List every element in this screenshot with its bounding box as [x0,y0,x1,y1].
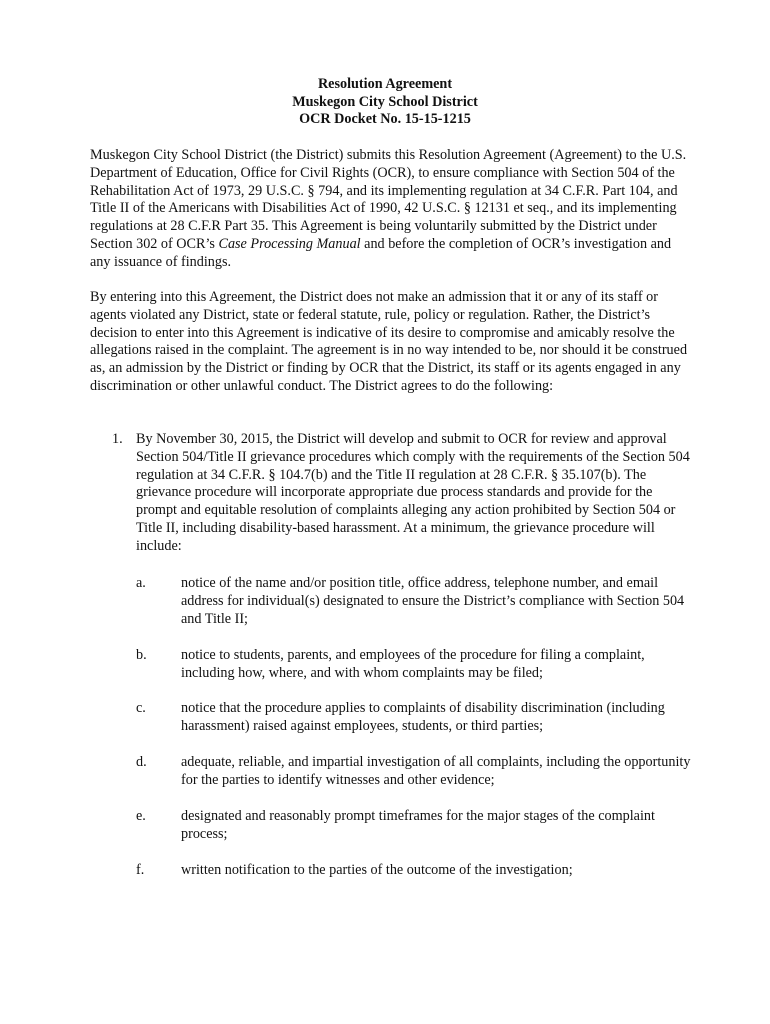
sub-item-letter: a. [136,575,146,591]
sub-item-letter: c. [136,700,146,716]
intro-text-part1: Muskegon City School District (the District) submits this Resolution Agreement (Agreement) to the U.S. Department of Education, Office for Civil Rights (OCR), to ensure compliance with Section 504 of the Rehabilitation Act of 1973, 29 U.S.C. § 794, and its implementing regulation at 34 C.F.R. Part 104, and Title II of the Americans with Disabilities Act of 1990, 42 U.S.C. § 12131 et seq., and its implementing regulations at 28 C.F.R Part 35. This Agreement is being voluntarily submitted by the District under Section 302 of OCR’s [90,147,687,252]
sub-item-letter: f. [136,862,145,878]
sub-item-text: notice to students, parents, and employees of the procedure for filing a complaint, including how, where, and with whom complaints may be filed; [181,647,645,681]
case-processing-manual-title: Case Processing Manual [218,235,361,252]
admission-paragraph: By entering into this Agreement, the District does not make an admission that it or any of its staff or agents violated any District, state or federal statute, rule, policy or regulation. Rather, the District’s decision to enter into this Agreement is indicative of its desire to compromise and amicably resolve the allegations raised in the complaint. The agreement is in no way intended to be, nor should it be construed as, an admission by the District or finding by OCR that the District, its staff or its agents engaged in any discrimination or other unlawful conduct. The District agrees to do the following: [90,289,688,394]
sub-item-text: notice that the procedure applies to complaints of disability discrimination (including harassment) raised against employees, students, or third parties; [181,700,665,734]
sub-item-letter: d. [136,754,147,770]
sub-item-text: adequate, reliable, and impartial investigation of all complaints, including the opportunity for the parties to identify witnesses and other evidence; [181,754,691,788]
document-header [0,76,770,129]
intro-text-part2: and before the completion of OCR’s investigation and any issuance of findings. [90,235,672,270]
sub-item-letter: b. [136,647,147,663]
docket-number: OCR Docket No. 15-15-1215 [299,111,471,127]
sub-item-letter: e. [136,808,146,824]
document-title: Resolution Agreement [317,76,453,92]
sub-item-text: written notification to the parties of the outcome of the investigation; [181,862,573,878]
district-name: Muskegon City School District [292,93,478,110]
list-item-text: By November 30, 2015, the District will develop and submit to OCR for review and approval Section 504/Title II grievance procedures which comply with the requirements of the Section 504 regulation at 34 C.F.R. § 104.7(b) and the Title II regulation at 28 C.F.R. § 35.107(b). The grievance procedure will incorporate appropriate due process standards and provide for the prompt and equitable resolution of complaints alleging any action prohibited by Section 504 or Title II, including disability-based harassment. At a minimum, the grievance procedure will include: [136,431,690,554]
sub-item-text: designated and reasonably prompt timeframes for the major stages of the complaint process; [181,808,655,842]
sub-item-text: notice of the name and/or position title, office address, telephone number, and email address for individual(s) designated to ensure the District’s compliance with Section 504 and Title II; [181,575,685,627]
list-item-number: 1. [112,431,123,447]
intro-paragraph [90,147,690,272]
